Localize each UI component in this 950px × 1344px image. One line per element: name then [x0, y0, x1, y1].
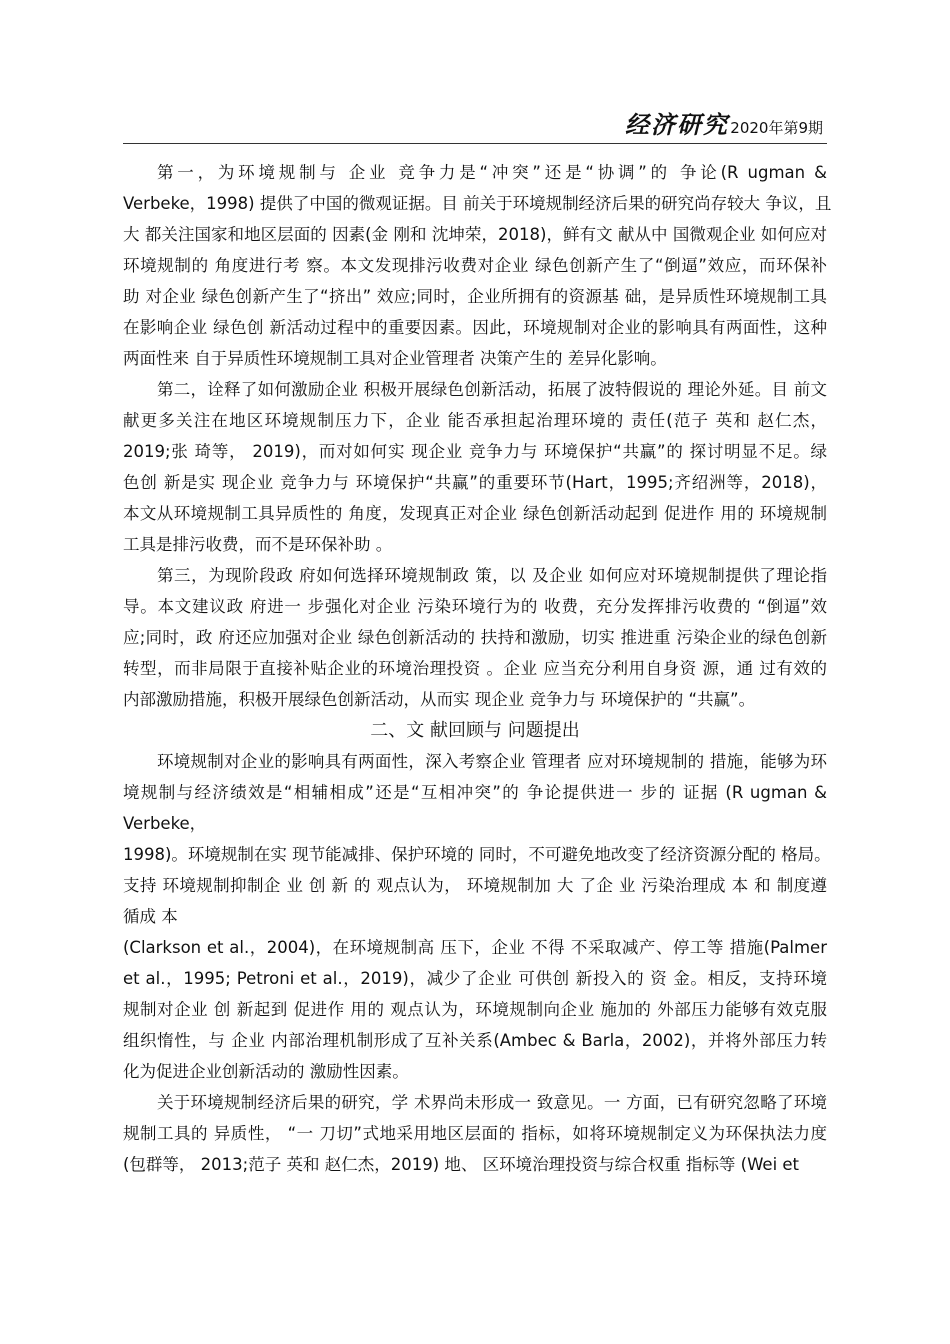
text-line: 助 对企业 绿色创新产生了“挤出” 效应;同时，企业所拥有的资源基 础，是异质性环境规制工具: [123, 287, 827, 306]
issue-label: 2020年第9期: [730, 119, 823, 137]
text-line: (包群等， 2013;范子 英和 赵仁杰，2019) 地、 区环境治理投资与综合权重 指标等 (Wei et: [123, 1155, 800, 1174]
text-line: 工具是排污收费，而不是环保补助 。: [123, 535, 393, 554]
paragraph: [123, 746, 831, 1087]
text-line: 组织惰性，与 企业 内部治理机制形成了互补关系(Ambec & Barla，2002)，并将外部压力转: [123, 1031, 827, 1050]
text-line: 第三，为现阶段政 府如何选择环境规制政 策，以 及企业 如何应对环境规制提供了理论指: [157, 566, 827, 585]
article-body: [123, 157, 832, 1180]
text-line: 循成 本: [123, 907, 178, 926]
text-line: Verbeke，: [123, 814, 207, 833]
text-line: 化为促进企业创新活动的 激励性因素。: [123, 1062, 409, 1081]
text-line: 色创 新是实 现企业 竞争力与 环境保护“共赢”的重要环节(Hart，1995;齐绍洲等，2018)，: [123, 473, 827, 492]
paragraph: [123, 374, 827, 560]
text-line: 1998)。环境规制在实 现节能减排、保护环境的 同时，不可避免地改变了经济资源分配的 格局。: [123, 845, 831, 864]
text-line: 环境规制的 角度进行考 察。本文发现排污收费对企业 绿色创新产生了“倒逼”效应，而环保补: [123, 256, 827, 275]
text-line: 两面性来 自于异质性环境规制工具对企业管理者 决策产生的 差异化影响。: [123, 349, 667, 368]
text-line: et al.，1995; Petroni et al.，2019)，减少了企业 可供创 新投入的 资 金。相反，支持环境: [123, 969, 827, 988]
text-line: 规制对企业 创 新起到 促进作 用的 观点认为，环境规制向企业 施加的 外部压力能够有效克服: [123, 1000, 827, 1019]
text-line: 本文从环境规制工具异质性的 角度，发现真正对企业 绿色创新活动起到 促进作 用的 环境规制: [123, 504, 827, 523]
text-line: 在影响企业 绿色创 新活动过程中的重要因素。因此，环境规制对企业的影响具有两面性，这种: [123, 318, 827, 337]
text-line: Verbeke，1998) 提供了中国的微观证据。目 前关于环境规制经济后果的研究尚存较大 争议，且: [123, 194, 832, 213]
text-line: 关于环境规制经济后果的研究，学 术界尚未形成一 致意见。一 方面，已有研究忽略了环境: [157, 1093, 827, 1112]
text-line: 第二，诠释了如何激励企业 积极开展绿色创新活动，拓展了波特假说的 理论外延。目 前文: [157, 380, 827, 399]
text-line: 第一，为环境规制与 企业 竞争力是“冲突”还是“协调”的 争论(R ugman &: [157, 163, 827, 182]
text-line: 应;同时，政 府还应加强对企业 绿色创新活动的 扶持和激励，切实 推进重 污染企业的绿色创新: [123, 628, 827, 647]
page-header: [123, 112, 827, 144]
paragraph: [123, 1087, 827, 1180]
text-line: 大 都关注国家和地区层面的 因素(金 刚和 沈坤荣，2018)，鲜有文 献从中 国微观企业 如何应对: [123, 225, 827, 244]
text-line: 内部激励措施，积极开展绿色创新活动，从而实 现企业 竞争力与 环境保护的 “共赢”。: [123, 690, 756, 709]
text-line: 环境规制对企业的影响具有两面性，深入考察企业 管理者 应对环境规制的 措施，能够为环: [157, 752, 827, 771]
text-line: 支持 环境规制抑制企 业 创 新 的 观点认为， 环境规制加 大 了企 业 污染治理成 本 和 制度遵: [123, 876, 827, 895]
text-line: 境规制与经济绩效是“相辅相成”还是“互相冲突”的 争论提供进一 步的 证据 (R ugman &: [123, 783, 827, 802]
journal-logo: 经济研究: [625, 110, 729, 139]
text-line: 规制工具的 异质性， “一 刀切”式地采用地区层面的 指标，如将环境规制定义为环保执法力度: [123, 1124, 827, 1143]
paragraph: [123, 560, 827, 715]
text-line: 2019;张 琦等， 2019)，而对如何实 现企业 竞争力与 环境保护“共赢”的 探讨明显不足。绿: [123, 442, 827, 461]
text-line: (Clarkson et al.，2004)，在环境规制高 压下，企业 不得 不采取减产、停工等 措施(Palmer: [123, 938, 827, 957]
paragraph: [123, 157, 832, 374]
section-heading: 二、文 献回顾与 问题提出: [370, 720, 580, 741]
text-line: 导。本文建议政 府进一 步强化对企业 污染环境行为的 收费，充分发挥排污收费的 “倒逼”效: [123, 597, 827, 616]
text-line: 转型，而非局限于直接补贴企业的环境治理投资 。企业 应当充分利用自身资 源，通 过有效的: [123, 659, 827, 678]
text-line: 献更多关注在地区环境规制压力下，企业 能否承担起治理环境的 责任(范子 英和 赵仁杰，: [123, 411, 827, 430]
